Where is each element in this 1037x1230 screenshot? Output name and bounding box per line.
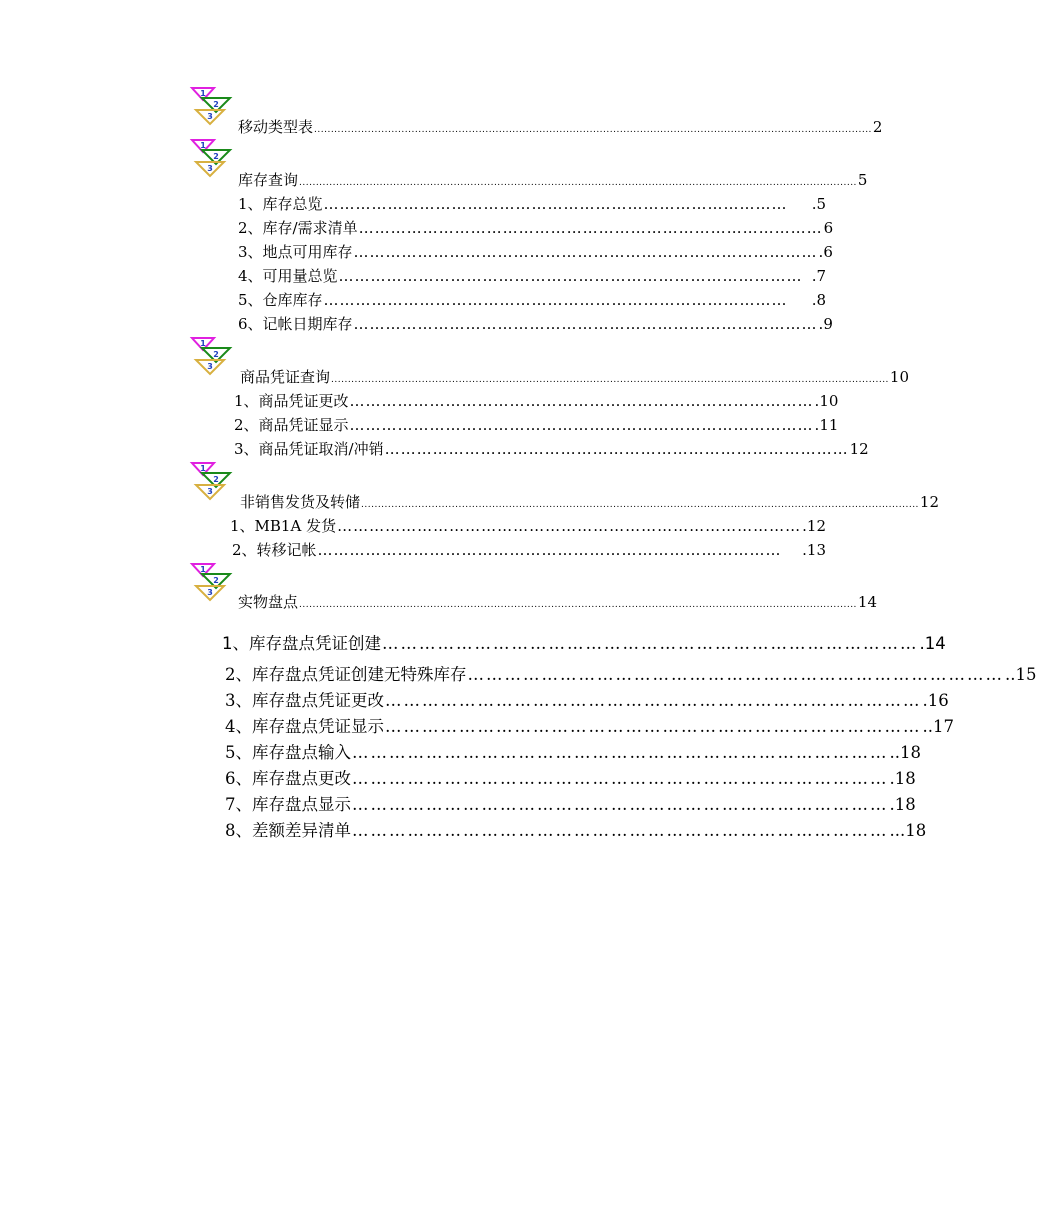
- dot-leader: ……………………………………………………………………………: [349, 392, 814, 410]
- toc-item-label: 1、库存盘点凭证创建: [222, 634, 381, 653]
- toc-page-number: 10: [889, 368, 910, 386]
- dot-leader: ……………………………………………………………………………: [323, 291, 788, 309]
- dot-leader: ……………………………………………………………………………: [467, 665, 1004, 684]
- dot-leader: ……………………………………………………………………………: [382, 634, 919, 653]
- toc-item-label: 1、MB1A 发货: [230, 517, 337, 535]
- dot-leader: ……………………………………………………………………………: [385, 717, 922, 736]
- toc-item-row[interactable]: [230, 516, 826, 536]
- toc-item-label: 2、商品凭证显示: [234, 416, 349, 434]
- toc-section-row[interactable]: [240, 492, 940, 515]
- dot-leader: ……………………………………………………………………………: [352, 795, 889, 814]
- svg-text:3: 3: [207, 112, 213, 121]
- toc-item-label: 3、商品凭证取消/冲销: [234, 440, 384, 458]
- toc-item-label: 6、记帐日期库存: [238, 315, 353, 333]
- toc-page-number: .18: [889, 769, 916, 788]
- toc-page-number: 5: [857, 171, 868, 189]
- dot-leader: ……………………………………………………………………………: [358, 219, 823, 237]
- toc-page-number: .6: [818, 243, 833, 261]
- toc-item-label: 2、库存盘点凭证创建无特殊库存: [225, 665, 467, 684]
- toc-page-number: .12: [802, 517, 826, 535]
- toc-item-row[interactable]: [234, 415, 839, 435]
- toc-page-number: 6: [823, 219, 834, 237]
- dot-leader: ……………………………………………………………………………: [352, 743, 889, 762]
- toc-item-label: 3、地点可用库存: [238, 243, 353, 261]
- toc-page-number: .14: [919, 634, 946, 653]
- toc-page-number: .9: [818, 315, 833, 333]
- toc-item-row[interactable]: [225, 691, 949, 711]
- numbered-list-123-icon: [190, 138, 238, 178]
- toc-item-label: 2、库存/需求清单: [238, 219, 358, 237]
- dot-leader: ……………………………………………………………………………: [349, 416, 814, 434]
- svg-text:3: 3: [207, 164, 213, 173]
- svg-text:1: 1: [200, 339, 206, 348]
- toc-page-number: .7: [811, 267, 826, 285]
- toc-page-number: .16: [922, 691, 949, 710]
- toc-item-label: 1、库存总览: [238, 195, 323, 213]
- toc-item-label: 3、库存盘点凭证更改: [225, 691, 384, 710]
- dot-leader: ……………………………………………………………………………: [323, 195, 788, 213]
- toc-item-row[interactable]: [225, 717, 954, 737]
- svg-text:2: 2: [213, 475, 219, 484]
- svg-text:1: 1: [200, 565, 206, 574]
- toc-item-label: 2、转移记帐: [232, 541, 317, 559]
- toc-page-number: .5: [811, 195, 826, 213]
- toc-section-title: 库存查询: [238, 171, 299, 189]
- svg-text:2: 2: [213, 152, 219, 161]
- toc-section-title: 实物盘点: [238, 593, 299, 611]
- toc-item-row[interactable]: [222, 634, 946, 654]
- toc-item-row[interactable]: [238, 314, 833, 334]
- toc-item-label: 4、可用量总览: [238, 267, 338, 285]
- dot-leader: ……………………………………………………………………………: [353, 243, 818, 261]
- toc-item-row[interactable]: [225, 769, 916, 789]
- svg-text:3: 3: [207, 487, 213, 496]
- toc-page-number: ...18: [889, 821, 927, 840]
- toc-item-label: 5、库存盘点输入: [225, 743, 351, 762]
- toc-page-number: ..15: [1005, 665, 1037, 684]
- numbered-list-123-icon: [190, 562, 238, 602]
- toc-section-row[interactable]: [240, 367, 910, 390]
- dot-leader: ……………………………………………………………………………: [385, 691, 922, 710]
- dot-leader: ……………………………………………………………………………: [384, 440, 849, 458]
- toc-item-label: 8、差额差异清单: [225, 821, 351, 840]
- toc-item-row[interactable]: [238, 194, 826, 214]
- toc-page-number: .11: [814, 416, 839, 434]
- toc-page-number: 12: [919, 493, 940, 511]
- dot-leader: ……………………………………………………………………………: [352, 769, 889, 788]
- svg-text:1: 1: [200, 141, 206, 150]
- svg-text:2: 2: [213, 100, 219, 109]
- svg-text:2: 2: [213, 576, 219, 585]
- dot-leader: ......................................................................................................................................................................: [361, 500, 919, 510]
- toc-item-label: 7、库存盘点显示: [225, 795, 351, 814]
- toc-page-number: .18: [889, 795, 916, 814]
- toc-section-title: 非销售发货及转储: [240, 493, 361, 511]
- toc-item-row[interactable]: [225, 665, 1037, 685]
- toc-item-row[interactable]: [225, 821, 927, 841]
- toc-item-label: 5、仓库库存: [238, 291, 323, 309]
- dot-leader: ……………………………………………………………………………: [353, 315, 818, 333]
- toc-section-title: 商品凭证查询: [240, 368, 331, 386]
- toc-item-row[interactable]: [238, 218, 834, 238]
- toc-item-row[interactable]: [238, 290, 826, 310]
- dot-leader: ......................................................................................................................................................................: [299, 600, 857, 610]
- toc-item-row[interactable]: [232, 540, 826, 560]
- dot-leader: ……………………………………………………………………………: [337, 517, 802, 535]
- toc-item-label: 1、商品凭证更改: [234, 392, 349, 410]
- toc-item-row[interactable]: [238, 266, 826, 286]
- toc-page-number: .13: [802, 541, 826, 559]
- toc-section-title: 移动类型表: [238, 118, 314, 136]
- toc-page-number: ..18: [889, 743, 921, 762]
- toc-page-number: .10: [814, 392, 839, 410]
- toc-page-number: 14: [857, 593, 878, 611]
- dot-leader: ......................................................................................................................................................................: [331, 375, 889, 385]
- svg-text:3: 3: [207, 362, 213, 371]
- svg-text:1: 1: [200, 464, 206, 473]
- toc-page-number: ..17: [922, 717, 954, 736]
- toc-item-row[interactable]: [225, 795, 916, 815]
- toc-item-label: 6、库存盘点更改: [225, 769, 351, 788]
- toc-page-number: 12: [849, 440, 869, 458]
- numbered-list-123-icon: [190, 461, 238, 501]
- dot-leader: ……………………………………………………………………………: [338, 267, 803, 285]
- numbered-list-123-icon: [190, 86, 238, 126]
- dot-leader: ......................................................................................................................................................................: [299, 178, 857, 188]
- toc-section-row[interactable]: [238, 170, 868, 193]
- toc-item-row[interactable]: [234, 439, 869, 459]
- svg-text:1: 1: [200, 89, 206, 98]
- toc-page-number: 2: [872, 118, 883, 136]
- toc-item-row[interactable]: [238, 242, 833, 262]
- numbered-list-123-icon: [190, 336, 238, 376]
- dot-leader: ......................................................................................................................................................................: [314, 125, 872, 135]
- svg-text:3: 3: [207, 588, 213, 597]
- svg-text:2: 2: [213, 350, 219, 359]
- toc-section-row[interactable]: [238, 592, 878, 615]
- dot-leader: ……………………………………………………………………………: [352, 821, 889, 840]
- toc-page-number: .8: [811, 291, 826, 309]
- toc-item-row[interactable]: [225, 743, 921, 763]
- toc-item-row[interactable]: [234, 391, 839, 411]
- dot-leader: ……………………………………………………………………………: [317, 541, 782, 559]
- toc-item-label: 4、库存盘点凭证显示: [225, 717, 384, 736]
- toc-section-row[interactable]: [238, 117, 883, 140]
